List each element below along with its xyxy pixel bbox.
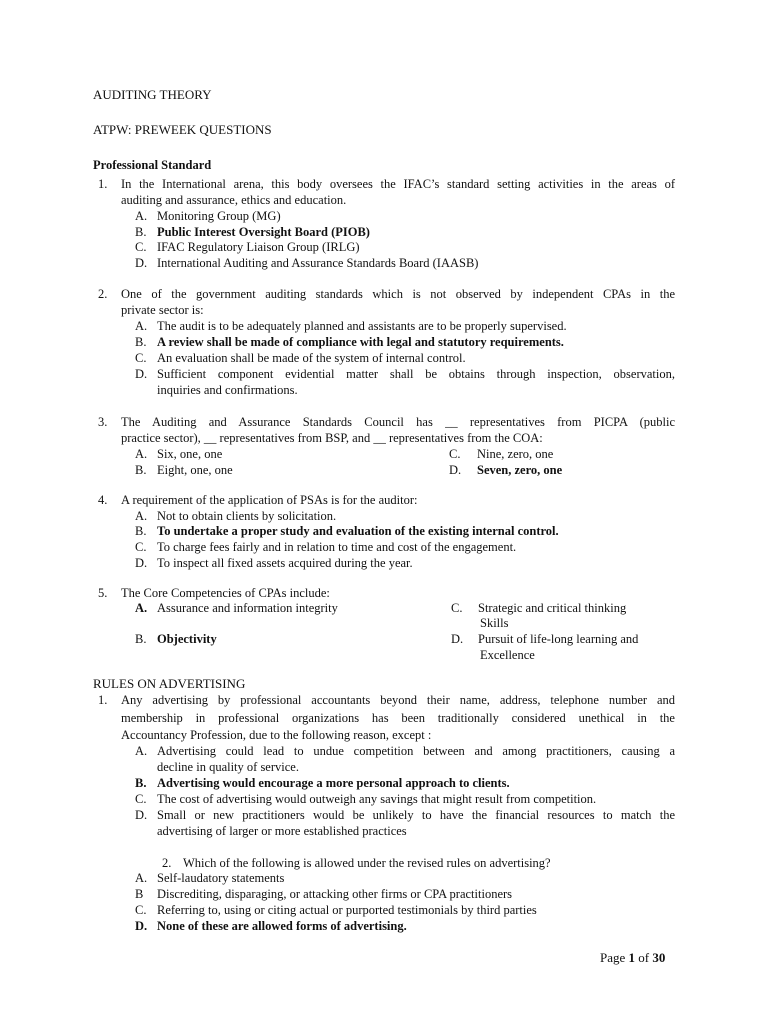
option-letter: B. <box>135 776 147 790</box>
option-letter: D. <box>135 256 148 270</box>
option-text: The audit is to be adequately planned and assistants are to be properly supervised. <box>157 319 567 333</box>
option-letter: C. <box>135 903 147 917</box>
option-letter: B. <box>135 524 147 538</box>
option-letter: A. <box>135 447 148 461</box>
option-text-answer: Public Interest Oversight Board (PIOB) <box>157 225 370 239</box>
option-letter: C. <box>135 792 147 806</box>
option-letter: D. <box>135 367 148 381</box>
option-text: Six, one, one <box>157 447 223 461</box>
option-letter: C. <box>451 601 463 615</box>
question-text: The Core Competencies of CPAs include: <box>121 586 330 600</box>
page-label: Page <box>600 950 626 965</box>
option-text: The cost of advertising would outweigh any savings that might result from competition. <box>157 792 597 806</box>
question-text: auditing and assurance, ethics and education. <box>121 193 347 207</box>
question-text: practice sector), __ representatives from BSP, and __ representatives from the COA: <box>121 431 543 445</box>
question-text: The Auditing and Assurance Standards Council has __ representatives from PICPA (public <box>121 415 675 429</box>
question-text: Accountancy Profession, due to the following reason, except : <box>121 728 432 742</box>
option-text: Monitoring Group (MG) <box>157 209 281 223</box>
question-number: 4. <box>98 493 108 507</box>
question-number: 2. <box>98 287 108 301</box>
option-text: Assurance and information integrity <box>157 601 338 615</box>
option-letter: C. <box>135 540 147 554</box>
option-text: To charge fees fairly and in relation to time and cost of the engagement. <box>157 540 517 554</box>
option-letter: A. <box>135 209 148 223</box>
option-text: Discrediting, disparaging, or attacking other firms or CPA practitioners <box>157 887 513 901</box>
option-letter: B <box>135 887 144 901</box>
option-text-answer: To undertake a proper study and evaluation of the existing internal control. <box>157 524 559 538</box>
option-text: Strategic and critical thinking <box>478 601 627 615</box>
option-text: decline in quality of service. <box>157 760 299 774</box>
option-letter: B. <box>135 225 147 239</box>
option-letter: C. <box>135 351 147 365</box>
option-text-answer: None of these are allowed forms of advertising. <box>157 919 407 933</box>
option-text: Nine, zero, one <box>477 447 554 461</box>
option-text: Small or new practitioners would be unlikely to have the financial resources to match the <box>157 808 675 822</box>
option-letter: B. <box>135 335 147 349</box>
option-letter: D. <box>135 808 148 822</box>
question-number: 2. <box>162 856 172 870</box>
of-label: of <box>638 950 650 965</box>
option-letter: B. <box>135 463 147 477</box>
option-text-answer: Advertising would encourage a more personal approach to clients. <box>157 776 510 790</box>
option-letter: A. <box>135 744 148 758</box>
question-text: One of the government auditing standards which is not observed by independent CPAs in the <box>121 287 675 301</box>
option-letter: A. <box>135 601 148 615</box>
document-title: AUDITING THEORY <box>93 87 212 102</box>
option-text: IFAC Regulatory Liaison Group (IRLG) <box>157 240 360 254</box>
question-text: private sector is: <box>121 303 204 317</box>
question-number: 1. <box>98 177 108 191</box>
section-title-rules-on-advertising: RULES ON ADVERTISING <box>93 676 246 691</box>
option-letter: D. <box>135 919 148 933</box>
question-text: Which of the following is allowed under the revised rules on advertising? <box>183 856 551 870</box>
option-text: Pursuit of life-long learning and <box>478 632 639 646</box>
option-text: Advertising could lead to undue competition between and among practitioners, causing a <box>157 744 675 758</box>
option-text: Not to obtain clients by solicitation. <box>157 509 337 523</box>
document-subtitle: ATPW: PREWEEK QUESTIONS <box>93 122 272 137</box>
option-text-answer: Seven, zero, one <box>477 463 563 477</box>
option-text: Excellence <box>480 648 535 662</box>
option-letter: A. <box>135 509 148 523</box>
option-text: International Auditing and Assurance Standards Board (IAASB) <box>157 256 479 270</box>
option-letter: B. <box>135 632 147 646</box>
option-letter: A. <box>135 319 148 333</box>
option-text: Referring to, using or citing actual or purported testimonials by third parties <box>157 903 537 917</box>
question-text: membership in professional organizations has been traditionally considered unethical in the <box>121 711 675 725</box>
section-title-professional-standard: Professional Standard <box>93 158 212 172</box>
question-number: 5. <box>98 586 108 600</box>
page-number: 1 <box>628 950 636 965</box>
option-text: An evaluation shall be made of the system of internal control. <box>157 351 466 365</box>
question-text: In the International arena, this body oversees the IFAC’s standard setting activities in the areas of <box>121 177 675 191</box>
question-text: A requirement of the application of PSAs is for the auditor: <box>121 493 418 507</box>
option-text: Sufficient component evidential matter shall be obtains through inspection, observation, <box>157 367 675 381</box>
option-text-answer: A review shall be made of compliance with legal and statutory requirements. <box>157 335 564 349</box>
option-letter: C. <box>449 447 461 461</box>
option-letter: D. <box>135 556 148 570</box>
question-text: Any advertising by professional accountants beyond their name, address, telephone number and <box>121 693 675 707</box>
option-text: inquiries and confirmations. <box>157 383 298 397</box>
option-letter: A. <box>135 871 148 885</box>
option-text: Eight, one, one <box>157 463 233 477</box>
option-text-answer: Objectivity <box>157 632 217 646</box>
option-letter: D. <box>449 463 462 477</box>
option-text: To inspect all fixed assets acquired during the year. <box>157 556 413 570</box>
question-number: 1. <box>98 693 108 707</box>
option-letter: D. <box>451 632 464 646</box>
page-total: 30 <box>652 950 666 965</box>
option-text: advertising of larger or more established practices <box>157 824 407 838</box>
option-text: Self-laudatory statements <box>157 871 285 885</box>
option-text: Skills <box>480 616 509 630</box>
option-letter: C. <box>135 240 147 254</box>
question-number: 3. <box>98 415 108 429</box>
page-footer <box>600 950 665 966</box>
